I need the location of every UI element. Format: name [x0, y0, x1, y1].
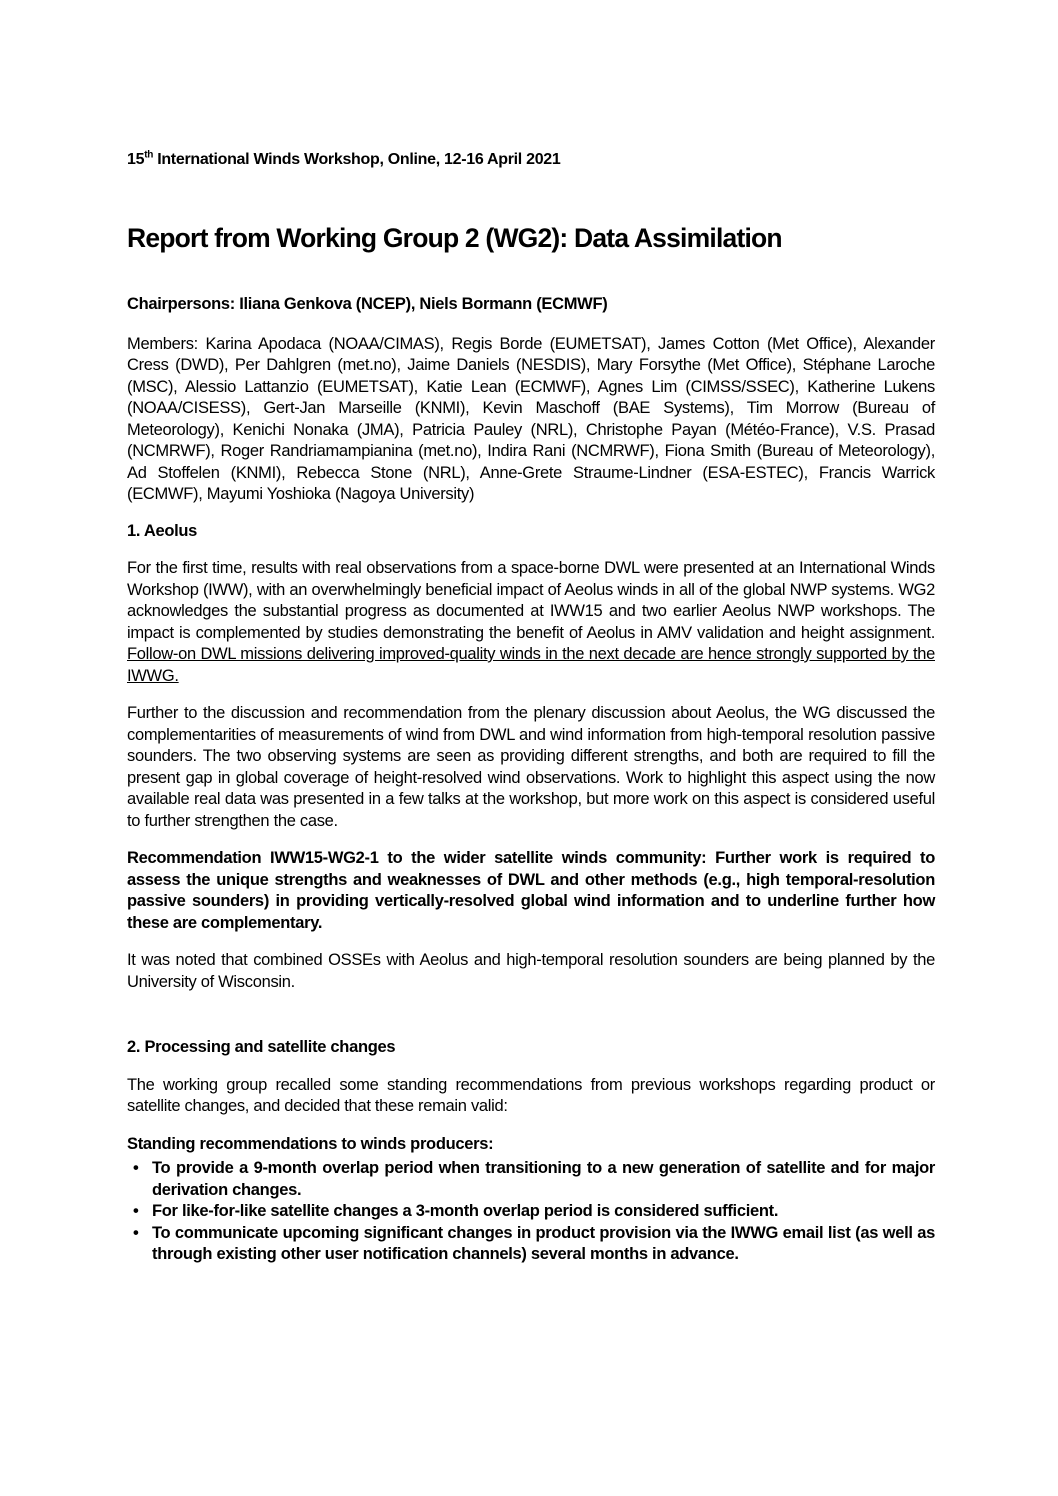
standing-recommendations-list [127, 1158, 935, 1266]
section-1-paragraph-2: Further to the discussion and recommendation from the plenary discussion about Aeolus, the WG discussed the complementarities of measurements of wind from DWL and wind information from high-temporal resolution passive sounders. The two observing systems are seen as providing different strengths, and both are required to fill the present gap in global coverage of height-resolved wind observations. Work to highlight this aspect using the now available real data was presented in a few talks at the workshop, but more work on this aspect is considered useful to further strengthen the case. [127, 704, 935, 830]
standing-recommendations-heading: Standing recommendations to winds producers: [127, 1134, 494, 1153]
document-content [127, 149, 935, 1266]
bullet-icon: • [133, 1159, 139, 1177]
page-title: Report from Working Group 2 (WG2): Data Assimilation [127, 223, 782, 253]
list-item [127, 1223, 935, 1266]
list-item-text: To provide a 9-month overlap period when transitioning to a new generation of satellite and for major derivation changes. [152, 1159, 935, 1199]
underlined-statement: Follow-on DWL missions delivering improved-quality winds in the next decade are hence strongly supported by the IWWG. [127, 645, 935, 685]
bullet-icon: • [133, 1223, 139, 1242]
chairpersons-line: Chairpersons: Iliana Genkova (NCEP), Niels Bormann (ECMWF) [127, 295, 608, 313]
paragraph-text: For the first time, results with real observations from a space-borne DWL were presented at an International Winds Workshop (IWW), with an overwhelmingly beneficial impact of Aeolus winds in all of the global NWP systems. WG2 acknowledges the substantial progress as documented at IWW15 and two earlier Aeolus NWP workshops. The impact is complemented by studies demonstrating the benefit of Aeolus in AMV validation and height assignment. [127, 559, 935, 642]
section-2-intro: The working group recalled some standing recommendations from previous workshops regarding product or satellite changes, and decided that these remain valid: [127, 1075, 935, 1115]
section-2-heading: 2. Processing and satellite changes [127, 1038, 396, 1056]
members-paragraph: Members: Karina Apodaca (NOAA/CIMAS), Regis Borde (EUMETSAT), James Cotton (Met Office), Alexander Cress (DWD), Per Dahlgren (met.no), Jaime Daniels (NESDIS), Mary Forsythe (Met Office), Stéphane Laroche (MSC), Alessio Lattanzio (EUMETSAT), Katie Lean (ECMWF), Agnes Lim (CIMSS/SSEC), Katherine Lukens (NOAA/CISESS), Gert-Jan Marseille (KNMI), Kevin Maschoff (BAE Systems), Tim Morrow (Bureau of Meteorology), Kenichi Nonaka (JMA), Patricia Pauley (NRL), Christophe Payan (Météo-France), V.S. Prasad (NCMRWF), Roger Randriamampianina (met.no), Indira Rani (NCMRWF), Fiona Smith (Bureau of Meteorology), Ad Stoffelen (KNMI), Rebecca Stone (NRL), Anne-Grete Straume-Lindner (ESA-ESTEC), Francis Warrick (ECMWF), Mayumi Yoshioka (Nagoya University) [127, 334, 935, 503]
recommendation-paragraph: Recommendation IWW15-WG2-1 to the wider satellite winds community: Further work is required to assess the unique strengths and weaknesses of DWL and other methods (e.g., high temporal-resolution passive sounders) in providing vertically-resolved global wind information and to underline further how these are complementary. [127, 849, 935, 932]
bullet-icon: • [133, 1202, 139, 1220]
list-item [127, 1158, 935, 1201]
section-1-heading: 1. Aeolus [127, 521, 198, 540]
list-item [127, 1201, 935, 1223]
list-item-text: To communicate upcoming significant changes in product provision via the IWWG email list (as well as through existing other user notification channels) several months in advance. [152, 1223, 935, 1263]
section-1-paragraph-1 [127, 558, 935, 687]
workshop-number: 15 [127, 151, 145, 168]
workshop-header-text: International Winds Workshop, Online, 12-16 April 2021 [153, 151, 561, 168]
workshop-header [127, 149, 935, 170]
ordinal-superscript: th [144, 149, 154, 161]
list-item-text: For like-for-like satellite changes a 3-month overlap period is considered sufficient. [152, 1202, 779, 1220]
osse-note-paragraph: It was noted that combined OSSEs with Aeolus and high-temporal resolution sounders are being planned by the University of Wisconsin. [127, 951, 935, 991]
